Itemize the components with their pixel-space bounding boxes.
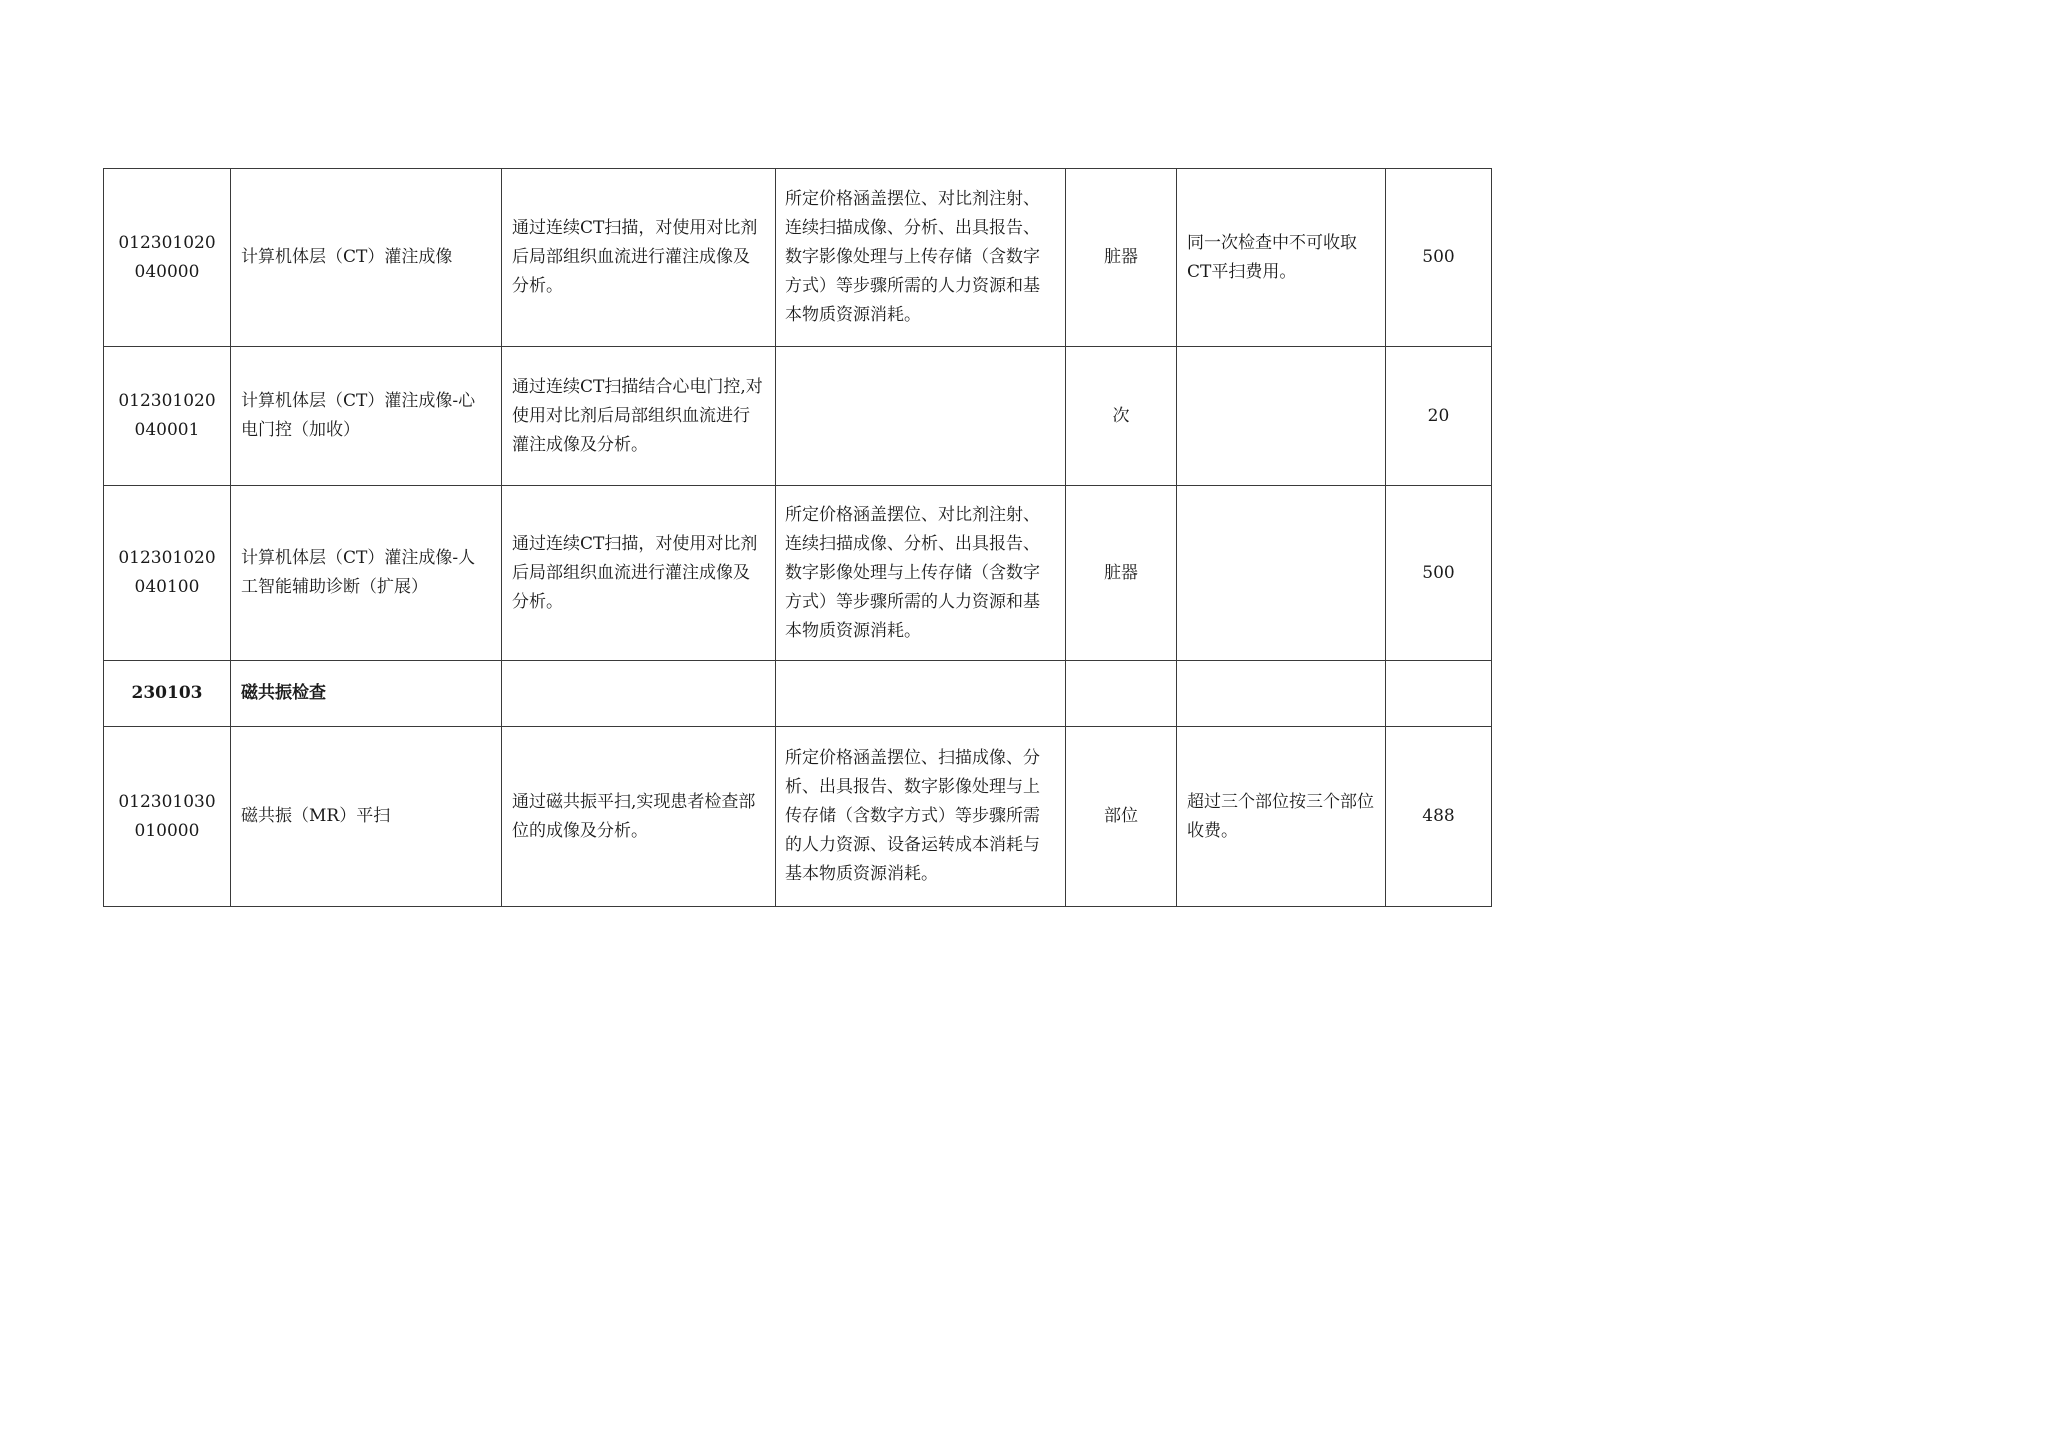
item-code: 012301020040001 [118, 391, 216, 440]
item-code: 012301030010000 [118, 791, 216, 841]
item-scope-cell: 所定价格涵盖摆位、扫描成像、分析、出具报告、数字影像处理与上传存储（含数字方式）等步骤所需的人力资源、设备运转成本消耗与基本物质资源消耗。 [776, 727, 1066, 907]
item-price-cell: 500 [1386, 486, 1492, 661]
table-row [104, 486, 1492, 661]
item-content-cell [502, 661, 776, 727]
item-scope-cell [776, 347, 1066, 486]
item-scope-cell [776, 661, 1066, 727]
item-unit-cell: 脏器 [1066, 169, 1177, 347]
item-scope-cell: 所定价格涵盖摆位、对比剂注射、连续扫描成像、分析、出具报告、数字影像处理与上传存储（含数字方式）等步骤所需的人力资源和基本物质资源消耗。 [776, 169, 1066, 347]
price-table [103, 168, 1492, 907]
item-unit-cell: 次 [1066, 347, 1177, 486]
item-code: 012301020040000 [118, 232, 216, 282]
item-name-cell: 计算机体层（CT）灌注成像-心电门控（加收） [231, 347, 502, 486]
item-price-cell [1386, 661, 1492, 727]
table-row [104, 347, 1492, 486]
item-note-cell [1177, 486, 1386, 661]
item-price-cell: 500 [1386, 169, 1492, 347]
item-unit-cell: 部位 [1066, 727, 1177, 907]
item-note-cell [1177, 347, 1386, 486]
item-scope-cell: 所定价格涵盖摆位、对比剂注射、连续扫描成像、分析、出具报告、数字影像处理与上传存储（含数字方式）等步骤所需的人力资源和基本物质资源消耗。 [776, 486, 1066, 661]
section-code-cell: 230103 [104, 661, 231, 727]
item-code-cell [104, 486, 231, 661]
item-name-cell: 磁共振（MR）平扫 [231, 727, 502, 907]
item-code: 012301020040100 [118, 548, 216, 597]
item-content-cell: 通过连续CT扫描结合心电门控,对使用对比剂后局部组织血流进行灌注成像及分析。 [502, 347, 776, 486]
section-header-row [104, 661, 1492, 727]
item-unit-cell [1066, 661, 1177, 727]
item-content-cell: 通过磁共振平扫,实现患者检查部位的成像及分析。 [502, 727, 776, 907]
section-name-cell: 磁共振检查 [231, 661, 502, 727]
item-name-cell: 计算机体层（CT）灌注成像-人工智能辅助诊断（扩展） [231, 486, 502, 661]
item-unit-cell: 脏器 [1066, 486, 1177, 661]
item-name-cell: 计算机体层（CT）灌注成像 [231, 169, 502, 347]
item-code-cell [104, 169, 231, 347]
item-price-cell: 20 [1386, 347, 1492, 486]
item-code-cell [104, 347, 231, 486]
item-content-cell: 通过连续CT扫描，对使用对比剂后局部组织血流进行灌注成像及分析。 [502, 486, 776, 661]
item-content-cell: 通过连续CT扫描，对使用对比剂后局部组织血流进行灌注成像及分析。 [502, 169, 776, 347]
table-row [104, 169, 1492, 347]
table-row [104, 727, 1492, 907]
item-price-cell: 488 [1386, 727, 1492, 907]
item-note-cell: 超过三个部位按三个部位收费。 [1177, 727, 1386, 907]
item-note-cell: 同一次检查中不可收取CT平扫费用。 [1177, 169, 1386, 347]
item-code-cell [104, 727, 231, 907]
item-note-cell [1177, 661, 1386, 727]
